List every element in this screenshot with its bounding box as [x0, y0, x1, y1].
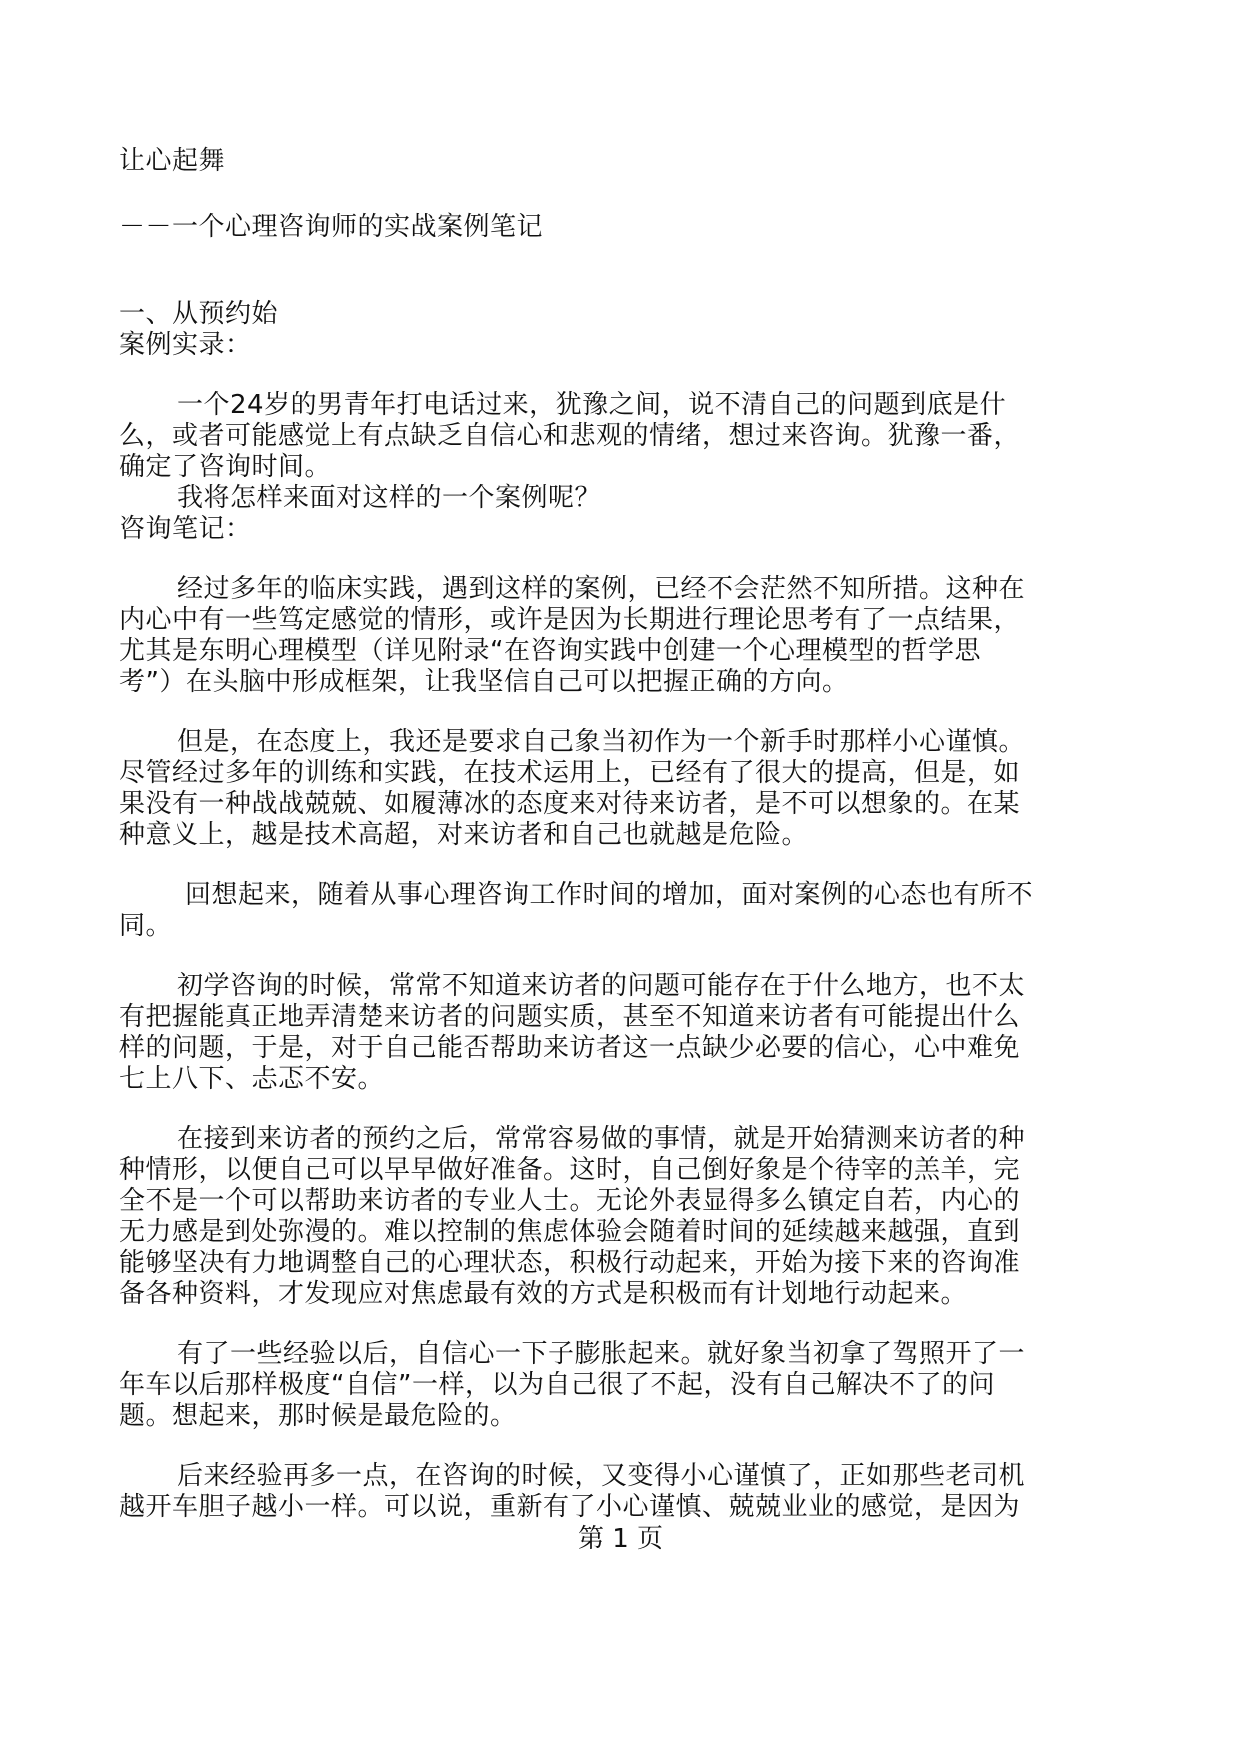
paragraph-line: 全不是一个可以帮助来访者的专业人士。无论外表显得多么镇定自若，内心的: [119, 1186, 1021, 1216]
paragraph-line: 无力感是到处弥漫的。难以控制的焦虑体验会随着时间的延续越来越强，直到: [119, 1217, 1021, 1247]
case-label: 案例实录：: [119, 330, 252, 360]
paragraph-line: 初学咨询的时候，常常不知道来访者的问题可能存在于什么地方，也不太: [177, 971, 1026, 1001]
case-paragraph-line: 一个24岁的男青年打电话过来，犹豫之间，说不清自己的问题到底是什: [177, 390, 1007, 420]
document-title: 让心起舞: [119, 146, 226, 176]
paragraph-line: 果没有一种战战兢兢、如履薄冰的态度来对待来访者，是不可以想象的。在某: [119, 789, 1021, 819]
paragraph-line: 年车以后那样极度“自信”一样，以为自己很了不起，没有自己解决不了的问: [119, 1370, 995, 1400]
paragraph-line: 在接到来访者的预约之后，常常容易做的事情，就是开始猜测来访者的种: [177, 1124, 1026, 1154]
page-number: 第 1 页: [577, 1524, 664, 1554]
notes-label: 咨询笔记：: [119, 514, 252, 544]
paragraph-line: 尽管经过多年的训练和实践，在技术运用上，已经有了很大的提高，但是，如: [119, 758, 1021, 788]
paragraph-line: 种情形，以便自己可以早早做好准备。这时，自己倒好象是个待宰的羔羊，完: [119, 1155, 1021, 1185]
section-heading: 一、从预约始: [119, 299, 279, 329]
paragraph-line: 有了一些经验以后，自信心一下子膨胀起来。就好象当初拿了驾照开了一: [177, 1339, 1026, 1369]
paragraph-line: 但是，在态度上，我还是要求自己象当初作为一个新手时那样小心谨慎。: [177, 727, 1026, 757]
paragraph-line: 考”）在头脑中形成框架，让我坚信自己可以把握正确的方向。: [119, 667, 849, 697]
paragraph-line: 样的问题，于是，对于自己能否帮助来访者这一点缺少必要的信心，心中难免: [119, 1033, 1021, 1063]
paragraph-line: 能够坚决有力地调整自己的心理状态，积极行动起来，开始为接下来的咨询准: [119, 1248, 1021, 1278]
paragraph-line: 尤其是东明心理模型（详见附录“在咨询实践中创建一个心理模型的哲学思: [119, 636, 981, 666]
paragraph-line: 备各种资料，才发现应对焦虑最有效的方式是积极而有计划地行动起来。: [119, 1279, 968, 1309]
paragraph-line: 回想起来，随着从事心理咨询工作时间的增加，面对案例的心态也有所不: [185, 880, 1034, 910]
paragraph-line: 有把握能真正地弄清楚来访者的问题实质，甚至不知道来访者有可能提出什么: [119, 1002, 1021, 1032]
paragraph-line: 种意义上，越是技术高超，对来访者和自己也就越是危险。: [119, 820, 809, 850]
case-paragraph-line: 么，或者可能感觉上有点缺乏自信心和悲观的情绪，想过来咨询。犹豫一番，: [119, 421, 1021, 451]
case-paragraph-line: 确定了咨询时间。: [119, 452, 332, 482]
paragraph-line: 越开车胆子越小一样。可以说，重新有了小心谨慎、兢兢业业的感觉，是因为: [119, 1492, 1021, 1522]
paragraph-line: 内心中有一些笃定感觉的情形，或许是因为长期进行理论思考有了一点结果，: [119, 605, 1021, 635]
paragraph-line: 七上八下、忐忑不安。: [119, 1064, 385, 1094]
paragraph-line: 同。: [119, 911, 173, 941]
paragraph-line: 题。想起来，那时候是最危险的。: [119, 1401, 517, 1431]
paragraph-line: 经过多年的临床实践，遇到这样的案例，已经不会茫然不知所措。这种在: [177, 574, 1026, 604]
case-question: 我将怎样来面对这样的一个案例呢？: [177, 483, 602, 513]
document-subtitle: －－一个心理咨询师的实战案例笔记: [119, 212, 544, 242]
paragraph-line: 后来经验再多一点，在咨询的时候，又变得小心谨慎了，正如那些老司机: [177, 1461, 1026, 1491]
